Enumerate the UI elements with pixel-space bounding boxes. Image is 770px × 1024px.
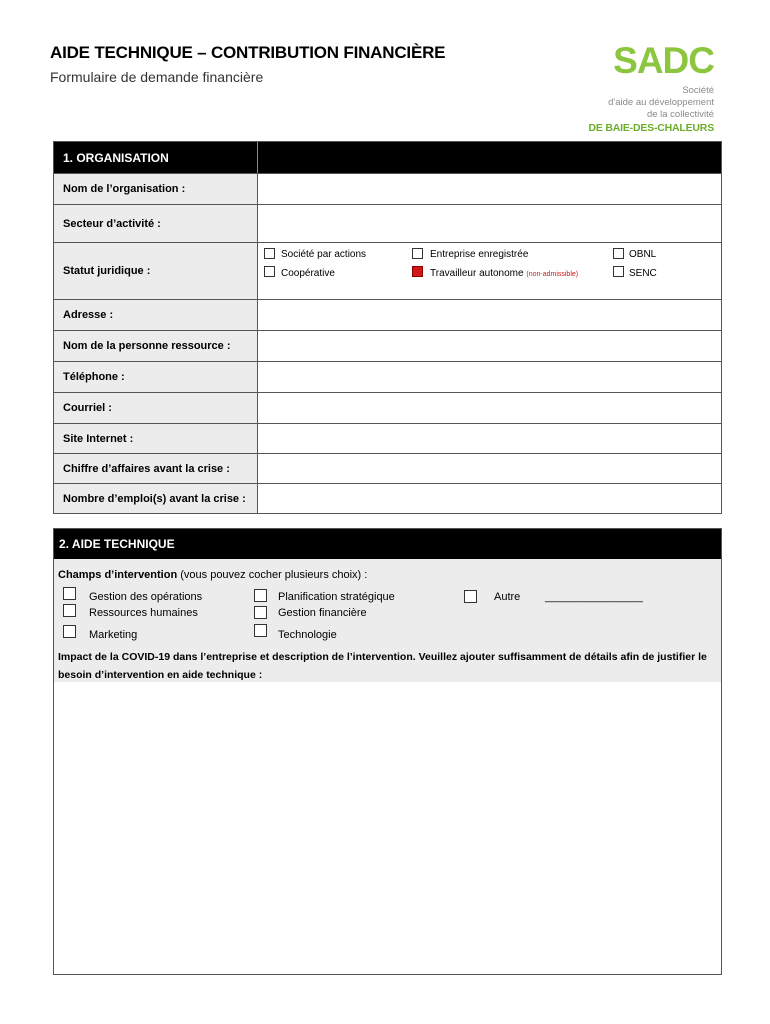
option-label: Ressources humaines bbox=[89, 607, 198, 619]
checkbox-autre[interactable] bbox=[464, 590, 477, 603]
option-label: Gestion financière bbox=[278, 607, 367, 619]
sadc-logo bbox=[588, 40, 720, 137]
field-row-statut bbox=[54, 242, 721, 299]
checkbox-technologie[interactable] bbox=[254, 624, 267, 637]
logo-region: DE BAIE-DES-CHALEURS bbox=[588, 122, 714, 134]
telephone-input[interactable] bbox=[258, 362, 721, 392]
checkbox-cooperative[interactable] bbox=[264, 266, 275, 277]
emplois-input[interactable] bbox=[258, 484, 721, 513]
field-label: Nom de l’organisation : bbox=[54, 174, 258, 204]
field-label: Téléphone : bbox=[54, 362, 258, 392]
checkbox-planification[interactable] bbox=[254, 589, 267, 602]
option-label: Société par actions bbox=[281, 249, 367, 260]
chiffre-input[interactable] bbox=[258, 454, 721, 483]
field-row-chiffre bbox=[54, 453, 721, 483]
champs-title: Champs d’intervention bbox=[58, 569, 178, 581]
option-label: Marketing bbox=[89, 629, 138, 641]
field-label: Statut juridique : bbox=[54, 243, 258, 299]
non-admissible-note: (non-admissible) bbox=[526, 271, 579, 278]
field-row-telephone bbox=[54, 361, 721, 392]
form-title: AIDE TECHNIQUE – CONTRIBUTION FINANCIÈRE bbox=[50, 43, 446, 62]
field-row-organisation bbox=[54, 173, 721, 204]
checkbox-gestion-operations[interactable] bbox=[63, 587, 76, 600]
logo-tagline-line: Société bbox=[682, 85, 714, 96]
field-row-secteur bbox=[54, 204, 721, 242]
organisation-input[interactable] bbox=[258, 174, 721, 204]
checkbox-marketing[interactable] bbox=[63, 625, 76, 638]
adresse-input[interactable] bbox=[258, 300, 721, 330]
field-label: Secteur d’activité : bbox=[54, 205, 258, 242]
courriel-input[interactable] bbox=[258, 393, 721, 423]
checkbox-gestion-financiere[interactable] bbox=[254, 606, 267, 619]
option-label: Coopérative bbox=[281, 268, 335, 279]
field-row-personne bbox=[54, 330, 721, 361]
option-label: SENC bbox=[629, 268, 657, 279]
option-label: Technologie bbox=[278, 629, 337, 641]
option-text: Travailleur autonome bbox=[430, 268, 524, 279]
statut-options bbox=[258, 243, 721, 299]
option-label: Autre bbox=[494, 591, 521, 603]
logo-tagline-line: de la collectivité bbox=[646, 109, 714, 120]
field-row-adresse bbox=[54, 299, 721, 330]
champs-label bbox=[58, 569, 367, 581]
section-organisation bbox=[53, 141, 722, 514]
checkbox-obnl[interactable] bbox=[613, 248, 624, 259]
checkbox-travailleur-autonome[interactable] bbox=[412, 266, 423, 277]
champs-hint: (vous pouvez cocher plusieurs choix) : bbox=[177, 569, 368, 581]
field-label: Site Internet : bbox=[54, 424, 258, 453]
section-aide-technique bbox=[53, 528, 722, 975]
checkbox-entreprise-enregistree[interactable] bbox=[412, 248, 423, 259]
field-label: Nom de la personne ressource : bbox=[54, 331, 258, 361]
form-subtitle: Formulaire de demande financière bbox=[50, 69, 264, 85]
field-label: Chiffre d’affaires avant la crise : bbox=[54, 454, 258, 483]
secteur-input[interactable] bbox=[258, 205, 721, 242]
autre-input[interactable]: ________________ bbox=[545, 591, 643, 603]
field-row-site bbox=[54, 423, 721, 453]
logo-tagline-line: d'aide au développement bbox=[608, 97, 714, 108]
field-row-emplois bbox=[54, 483, 721, 513]
option-label: Gestion des opérations bbox=[89, 591, 203, 603]
option-label: Planification stratégique bbox=[278, 591, 395, 603]
field-row-courriel bbox=[54, 392, 721, 423]
option-label bbox=[430, 268, 578, 279]
field-label: Adresse : bbox=[54, 300, 258, 330]
checkbox-societe-actions[interactable] bbox=[264, 248, 275, 259]
site-input[interactable] bbox=[258, 424, 721, 453]
option-label: OBNL bbox=[629, 249, 657, 260]
impact-instructions: Impact de la COVID-19 dans l’entreprise et description de l’intervention. Veuillez ajouter suffisamment de détails afin de justifier le besoin d’intervention en aide technique : bbox=[58, 651, 707, 681]
personne-input[interactable] bbox=[258, 331, 721, 361]
logo-tagline bbox=[608, 85, 714, 121]
logo-wordmark: SADC bbox=[613, 40, 714, 81]
section-header bbox=[54, 142, 721, 173]
checkbox-ressources-humaines[interactable] bbox=[63, 604, 76, 617]
field-label: Courriel : bbox=[54, 393, 258, 423]
section-title: 2. AIDE TECHNIQUE bbox=[54, 529, 721, 559]
impact-textarea[interactable] bbox=[54, 682, 721, 974]
option-label: Entreprise enregistrée bbox=[430, 249, 529, 260]
field-label: Nombre d’emploi(s) avant la crise : bbox=[54, 484, 258, 513]
section-title: 1. ORGANISATION bbox=[54, 142, 258, 173]
checkbox-senc[interactable] bbox=[613, 266, 624, 277]
